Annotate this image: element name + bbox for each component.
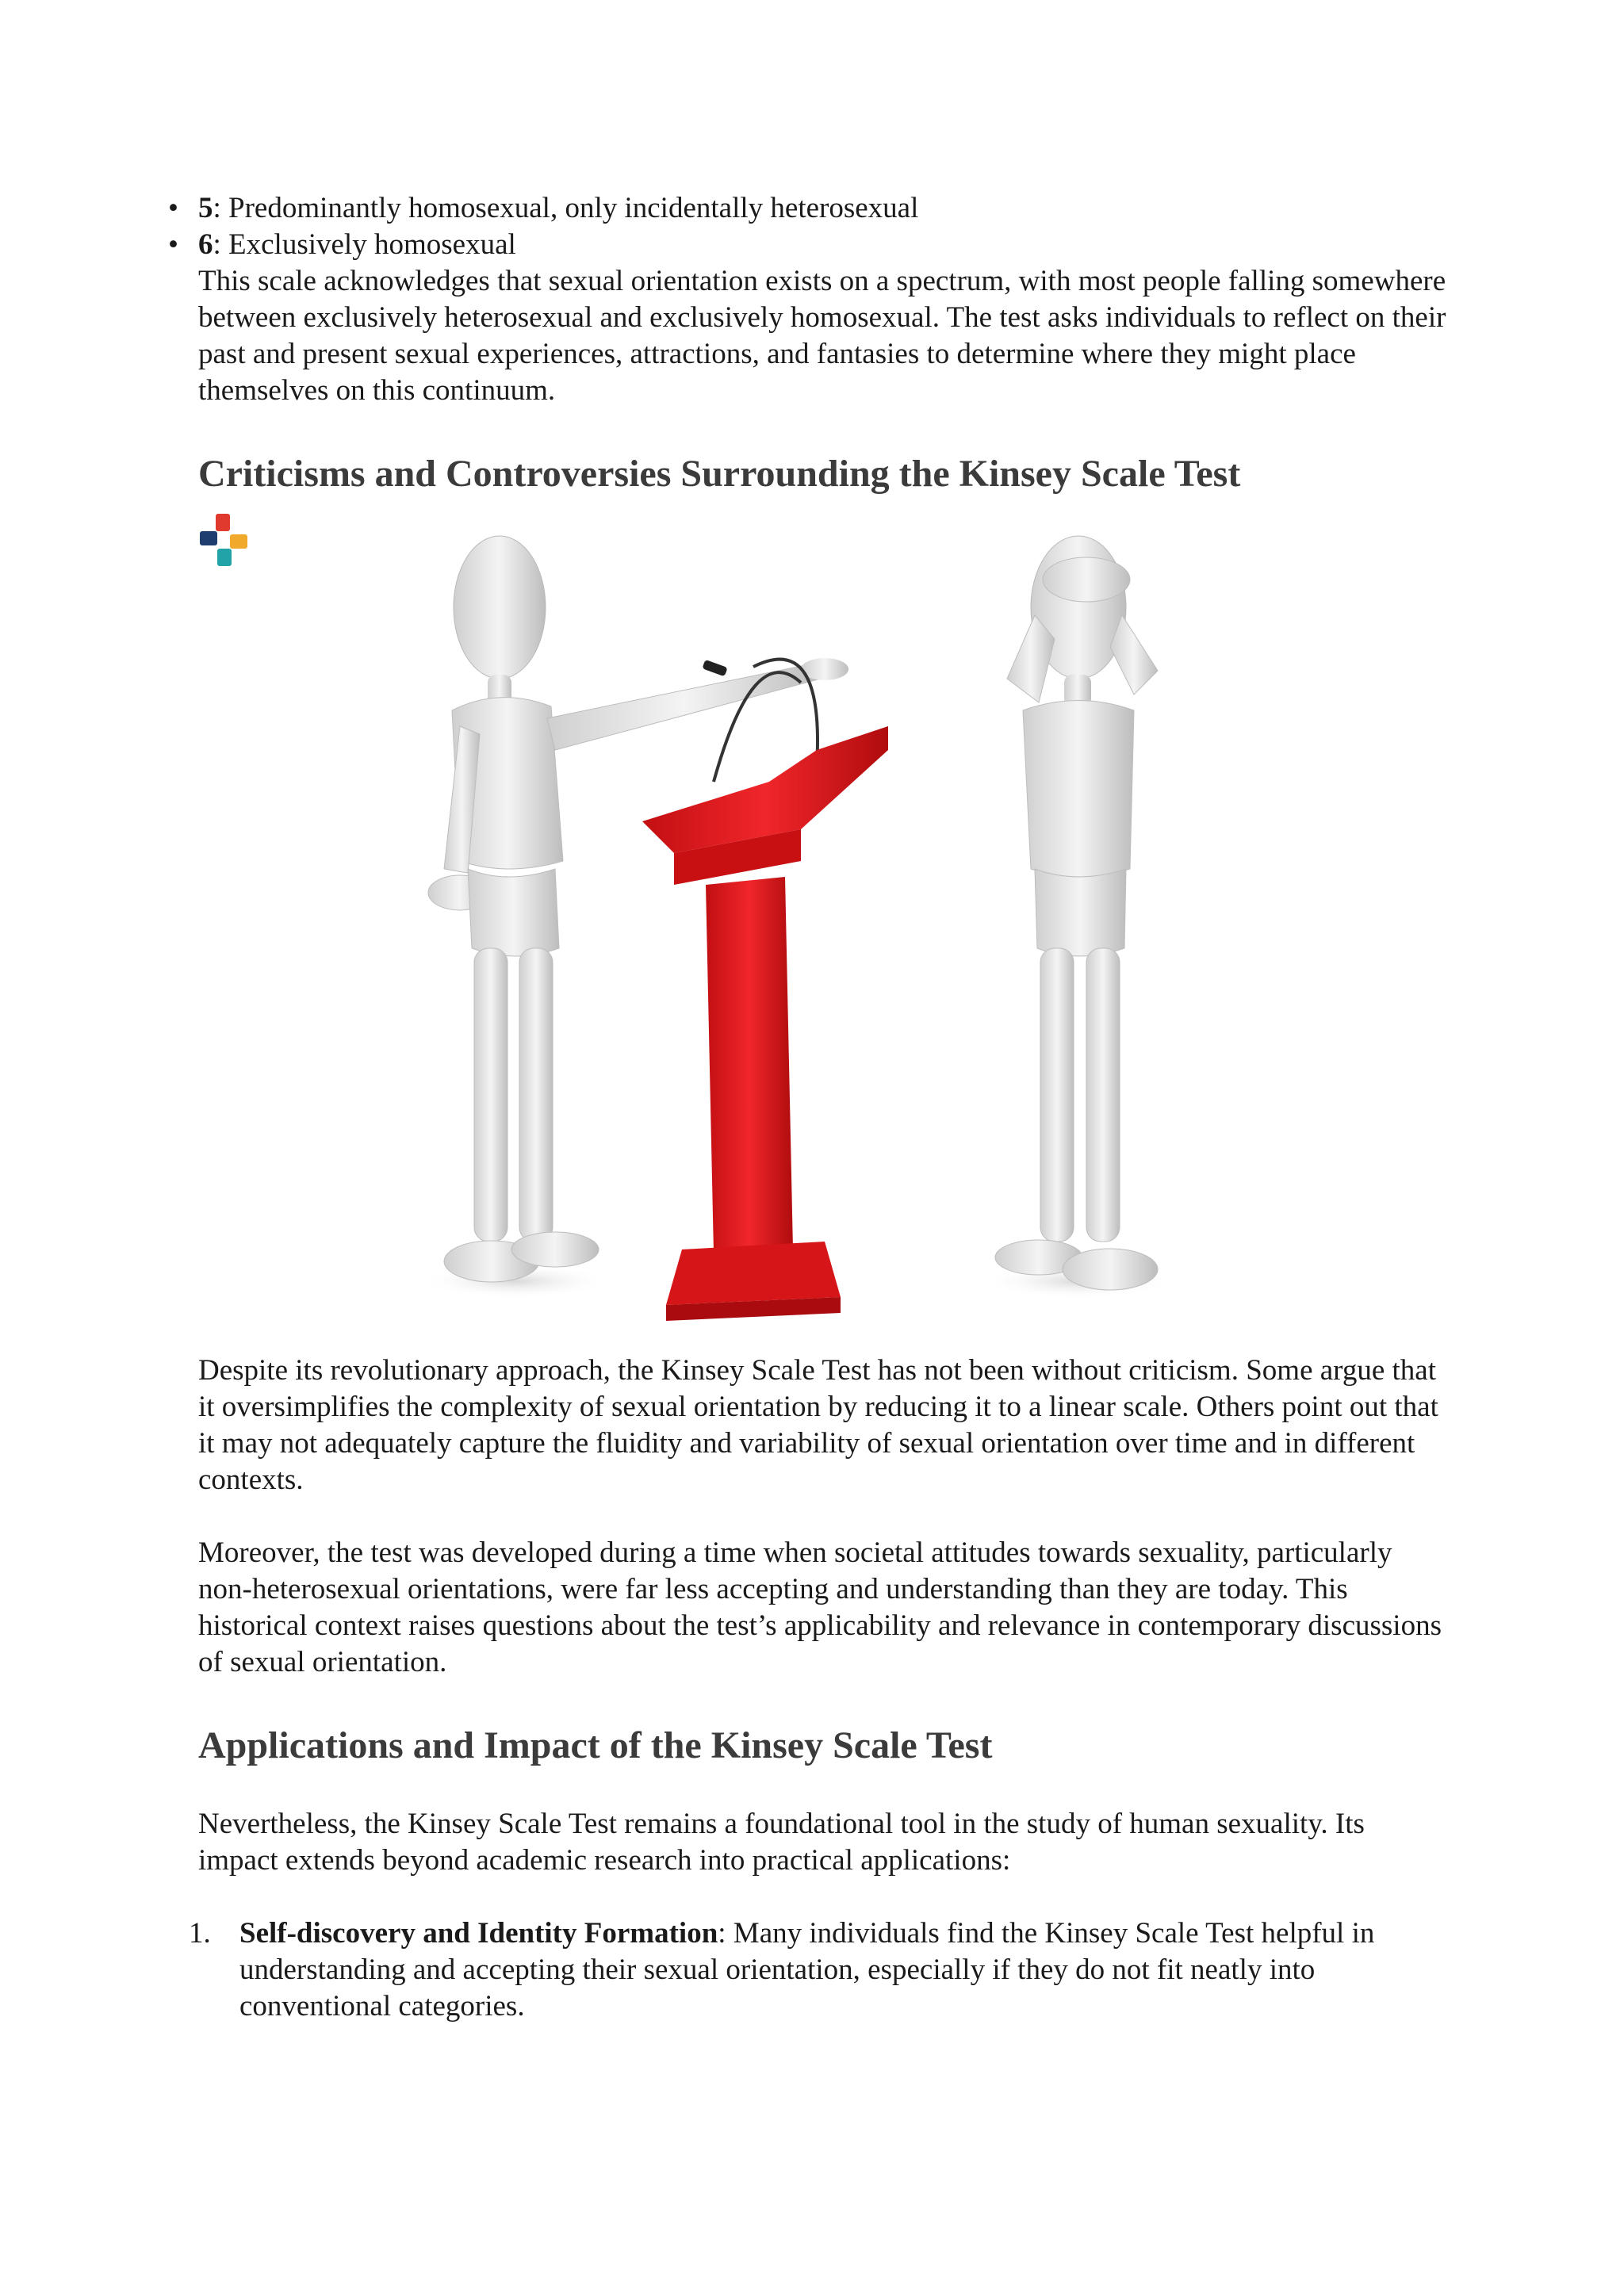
bullet-text: : Exclusively homosexual [213,228,516,261]
list-item-text: : Many individuals find the Kinsey Scale Test helpful in understanding and accepting their sexual orientation, especially if they do not fit neatly into conventional categories. [239,1917,1375,2022]
document-page [168,190,1451,2025]
applications-paragraph: Nevertheless, the Kinsey Scale Test remains a foundational tool in the study of human sexuality. Its impact extends beyond academic research into practical applications: [198,1808,1365,1877]
list-item-number: 1. [189,1917,211,1950]
red-podium [642,660,888,1321]
orientation-bullet-list [168,190,1451,263]
bullet-dot-icon: • [168,192,178,224]
bullet-item-5 [157,190,1451,227]
bullet-text: : Predominantly homosexual, only incidentally heterosexual [213,192,919,224]
list-item-title: Self-discovery and Identity Formation [239,1917,718,1950]
section-heading-criticisms: Criticisms and Controversies Surrounding the Kinsey Scale Test [198,453,1241,495]
section-heading-applications: Applications and Impact of the Kinsey Scale Test [198,1724,993,1766]
list-item [189,1915,1451,2025]
bullet-number: 5 [198,192,213,224]
criticism-paragraph-2: Moreover, the test was developed during a time when societal attitudes towards sexuality, particularly non-heterosexual orientations, were far less accepting and understanding than they are today. This historical context raises questions about the test’s applicability and relevance in contemporary discussions of sexual orientation. [198,1536,1442,1678]
podium-illustration [198,512,1451,1353]
right-mannequin [983,536,1174,1299]
intro-paragraph: This scale acknowledges that sexual orientation exists on a spectrum, with most people falling somewhere between exclusively heterosexual and exclusively homosexual. The test asks individuals to reflect on their past and present sexual experiences, attractions, and fantasies to determine where they might place themselves on this continuum. [198,265,1446,407]
bullet-item-6 [157,227,1451,263]
podium-scene-image [198,512,1451,1353]
bullet-number: 6 [198,228,213,261]
applications-list [189,1915,1451,2025]
brand-logo-icon [198,512,254,568]
criticism-paragraph-1: Despite its revolutionary approach, the Kinsey Scale Test has not been without criticism. Some argue that it oversimplifies the complexity of sexual orientation by reducing it to a linear scale. Others point out that it may not adequately capture the fluidity and variability of sexual orientation over time and in different contexts. [198,1354,1438,1496]
bullet-dot-icon: • [168,228,178,261]
